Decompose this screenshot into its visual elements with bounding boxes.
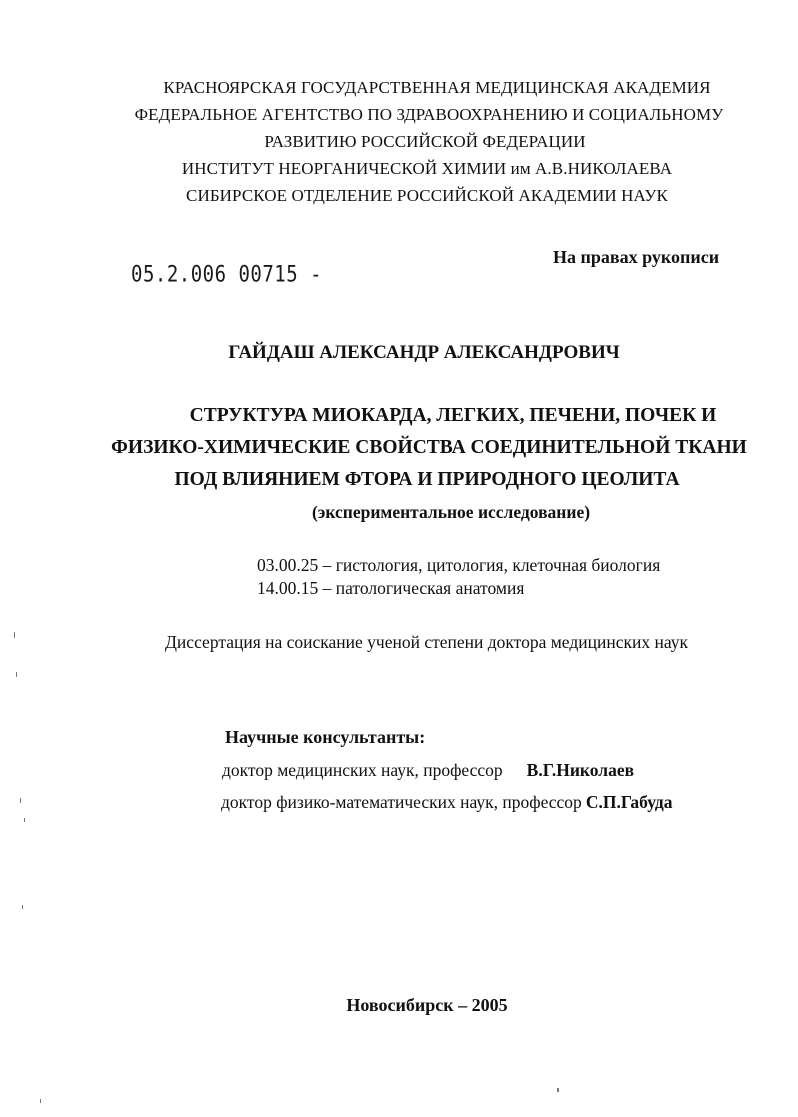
consultant-name: С.П.Габуда: [585, 792, 673, 812]
consultant-degree: доктор медицинских наук, профессор: [222, 760, 503, 780]
scan-speck: [20, 798, 21, 803]
consultant-degree: доктор физико-математических наук, профессор: [221, 792, 582, 812]
institution-line: РАЗВИТИЮ РОССИЙСКОЙ ФЕДЕРАЦИИ: [264, 132, 586, 151]
scan-speck: [40, 1099, 41, 1103]
specialty-line: 03.00.25 – гистология, цитология, клеточная биология: [257, 555, 661, 575]
title-line: СТРУКТУРА МИОКАРДА, ЛЕГКИХ, ПЕЧЕНИ, ПОЧЕК И: [189, 405, 717, 426]
degree-statement: Диссертация на соискание ученой степени доктора медицинских наук: [165, 632, 688, 652]
consultants-heading: Научные консультанты:: [225, 727, 426, 747]
city-year: Новосибирск – 2005: [346, 995, 508, 1015]
registry-stamp: 05.2.006 00715 -: [131, 262, 323, 288]
consultant-row: [222, 760, 634, 781]
subtitle: (экспериментальное исследование): [311, 502, 591, 522]
specialty-line: 14.00.15 – патологическая анатомия: [257, 578, 525, 598]
scan-speck: [557, 1088, 559, 1092]
consultant-name: В.Г.Николаев: [526, 760, 635, 780]
scan-speck: [24, 818, 25, 822]
author-name: ГАЙДАШ АЛЕКСАНДР АЛЕКСАНДРОВИЧ: [228, 342, 620, 363]
scan-speck: [14, 632, 15, 638]
scan-speck: [16, 672, 17, 677]
institution-line: ФЕДЕРАЛЬНОЕ АГЕНТСТВО ПО ЗДРАВООХРАНЕНИЮ И СОЦИАЛЬНОМУ: [134, 105, 724, 124]
title-line: ПОД ВЛИЯНИЕМ ФТОРА И ПРИРОДНОГО ЦЕОЛИТА: [174, 469, 680, 490]
title-line: ФИЗИКО-ХИМИЧЕСКИЕ СВОЙСТВА СОЕДИНИТЕЛЬНОЙ ТКАНИ: [111, 437, 747, 458]
scan-speck: [22, 905, 23, 909]
consultant-row: [221, 792, 673, 813]
manuscript-rights-note: На правах рукописи: [553, 247, 720, 267]
institution-line: СИБИРСКОЕ ОТДЕЛЕНИЕ РОССИЙСКОЙ АКАДЕМИИ НАУК: [186, 186, 668, 205]
institution-line: КРАСНОЯРСКАЯ ГОСУДАРСТВЕННАЯ МЕДИЦИНСКАЯ АКАДЕМИЯ: [163, 78, 711, 97]
institution-line: ИНСТИТУТ НЕОРГАНИЧЕСКОЙ ХИМИИ им А.В.НИКОЛАЕВА: [181, 159, 673, 178]
